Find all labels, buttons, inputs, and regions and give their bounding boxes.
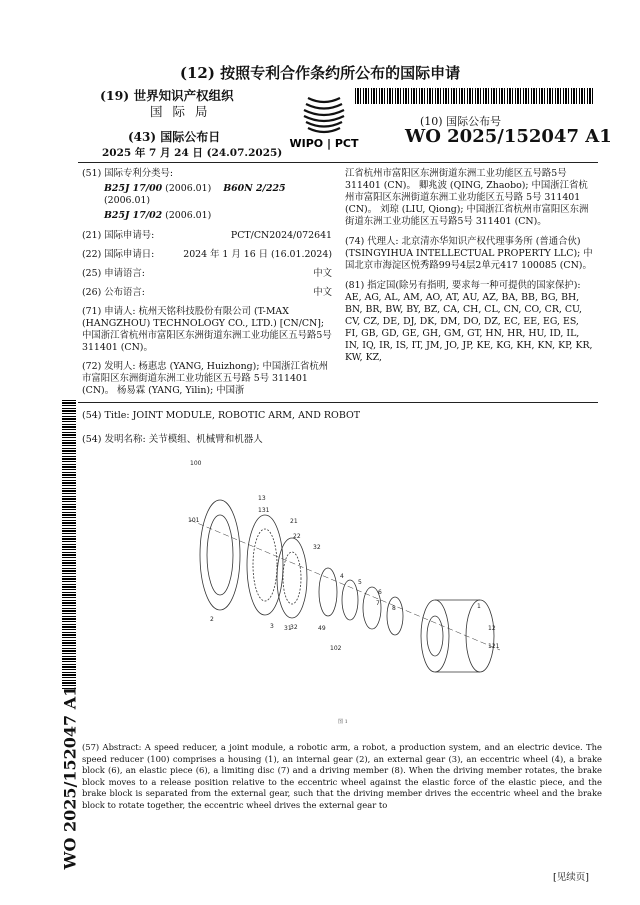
- title-en: (54) Title: JOINT MODULE, ROBOTIC ARM, AND ROBOT: [82, 410, 361, 421]
- f74-agent: (74) 代理人: 北京清亦华知识产权代理事务所 (普通合伙) (TSINGYIHUA INTELLECTUAL PROPERTY LLC); 中国北京市海淀区悦秀路99号4层2单元417 100085 (CN)。: [345, 236, 593, 271]
- figure-ref-label: 8: [392, 605, 396, 612]
- ring-part: [207, 515, 233, 595]
- patent-figure: [180, 460, 520, 675]
- figure-ref-label: 4: [340, 573, 344, 580]
- figure-ref-label: 2: [210, 616, 214, 623]
- inventor-continued: 江省杭州市富阳区东洲街道东洲工业功能区五号路5号 311401 (CN)。 卿兆波 (QING, Zhaobo); 中国浙江省杭州市富阳区东洲街道东洲工业功能区五号路 5号 311401 (CN)。 刘琼 (LIU, Qiong); 中国浙江省杭州市富阳区东洲街道东洲工业功能区五号路5号 311401 (CN)。: [345, 168, 589, 227]
- figure-ref-label: 32: [290, 624, 298, 631]
- figure-ref-label: 31: [284, 625, 292, 632]
- wipo-logo: [284, 92, 364, 152]
- housing-part: [435, 600, 480, 672]
- figure-ref-label: 6: [378, 589, 382, 596]
- figure-ref-label: 22: [293, 533, 301, 540]
- ipc-year: (2006.01): [104, 195, 151, 206]
- f51-label: (51) 国际专利分类号:: [82, 168, 174, 179]
- disc-part: [319, 568, 337, 616]
- continued-marker: [见续页]: [553, 872, 589, 883]
- barcode-top: [355, 88, 595, 104]
- f25-value: 中文: [313, 268, 332, 279]
- sidebar: [58, 400, 80, 870]
- figure-ref-label: 100: [190, 460, 202, 467]
- sidebar-pubno: WO 2025/152047 A1: [60, 685, 80, 870]
- figure-ref-label: 12: [488, 625, 496, 632]
- barcode-side: [62, 400, 76, 690]
- housing-part: [421, 600, 449, 672]
- document-title: (12) 按照专利合作条约所公布的国际申请: [179, 64, 461, 82]
- figure-ref-label: 7: [376, 600, 380, 607]
- ipc-year: (2006.01): [165, 210, 212, 221]
- ipc-code: B25J 17/00: [104, 183, 163, 194]
- ring-part: [200, 500, 240, 610]
- f72-inventor: (72) 发明人: 杨惠忠 (YANG, Huizhong); 中国浙江省杭州市富阳区东洲街道东洲工业功能区五号路 5号 311401 (CN)。 杨易霖 (YANG, Yilin); 中国浙: [82, 361, 329, 396]
- disc-part: [387, 597, 403, 635]
- figure-ref-label: 121: [488, 643, 500, 650]
- gear-part: [253, 529, 277, 601]
- ipc-code: B25J 17/02: [104, 210, 163, 221]
- left-column: [82, 168, 332, 400]
- figure-ref-label: 21: [290, 518, 298, 525]
- f21-label: (21) 国际申请号:: [82, 230, 155, 241]
- ipc-code: B60N 2/225: [223, 183, 286, 194]
- ipc-year: (2006.01): [165, 183, 212, 194]
- abstract: (57) Abstract: A speed reducer, a joint module, a robotic arm, a robot, a production system, and an electric device. The speed reducer (100) comprises a housing (1), an internal gear (2), an external gear (3), an eccentric wheel (4), a brake block (6), an elastic piece (6), a limiting disc (7) and a driving member (8). When the driving member rotates, the brake block moves to a release position relative to the eccentric wheel against the elastic force of the elastic piece, and the brake block is separated from the external gear, such that the driving member drives the eccentric wheel and the brake block to rotate together, the eccentric wheel drives the external gear to: [82, 742, 602, 810]
- f22-row: [82, 249, 332, 261]
- gear-part: [277, 538, 307, 618]
- gear-part: [283, 552, 301, 604]
- f25-row: [82, 268, 332, 280]
- housing-part: [466, 600, 494, 672]
- divider: [78, 402, 598, 403]
- f21-row: [82, 230, 332, 242]
- right-column: [345, 168, 595, 367]
- figure-caption: 图 1: [338, 719, 348, 725]
- f26-label: (26) 公布语言:: [82, 287, 145, 298]
- divider: [78, 162, 598, 163]
- pubdate-value: 2025 年 7 月 24 日 (24.07.2025): [102, 147, 283, 159]
- f71-applicant: (71) 申请人: 杭州天铭科技股份有限公司 (T-MAX (HANGZHOU) TECHNOLOGY CO., LTD.) [CN/CN]; 中国浙江省杭州市富阳区东洲街道东洲工业功能区五号路5号 311401 (CN)。: [82, 306, 332, 353]
- disc-part: [342, 580, 358, 620]
- figure-ref-label: 131: [258, 507, 270, 514]
- f21-value: PCT/CN2024/072641: [230, 230, 332, 241]
- f81-states: (81) 指定国(除另有指明, 要求每一种可提供的国家保护): AE, AG, AL, AM, AO, AT, AU, AZ, BA, BB, BG, BH, BN, BR, BW, BY, BZ, CA, CH, CL, CN, CO, CR, CU, CV, CZ, DE, DJ, DK, DM, DO, DZ, EC, EE, EG, ES, FI, GB, GD, GE, GH, GM, GT, HN, HR, HU, ID, IL, IN, IQ, IR, IS, IT, JM, JO, JP, KE, KG, KH, KN, KP, KR, KW, KZ,: [345, 280, 593, 363]
- pubno-value: WO 2025/152047 A1: [405, 126, 612, 147]
- figure-ref-label: 49: [318, 625, 326, 632]
- wipo-logo-text: WIPO | PCT: [289, 137, 359, 150]
- figure-ref-label: 13: [258, 495, 266, 502]
- figure-ref-label: 3: [270, 623, 274, 630]
- figure-ref-label: 101: [188, 517, 200, 524]
- housing-part: [427, 616, 443, 656]
- title-zh: (54) 发明名称: 关节模组、机械臂和机器人: [82, 434, 263, 445]
- f25-label: (25) 申请语言:: [82, 268, 145, 279]
- figure-ref-label: 32: [313, 544, 321, 551]
- pubno-label: (10) 国际公布号: [420, 115, 502, 128]
- f26-value: 中文: [313, 287, 332, 298]
- ipc-line: [82, 210, 332, 222]
- figure-ref-label: 5: [358, 579, 362, 586]
- f26-row: [82, 287, 332, 299]
- figure-ref-label: 1: [477, 603, 481, 610]
- org-name: (19) 世界知识产权组织: [100, 88, 234, 103]
- ipc-line: [82, 183, 332, 207]
- f22-label: (22) 国际申请日:: [82, 249, 155, 260]
- org-bureau: 国 际 局: [150, 104, 211, 119]
- pubdate-label: (43) 国际公布日: [128, 130, 221, 144]
- figure-ref-label: 102: [330, 645, 342, 652]
- f22-value: 2024 年 1 月 16 日 (16.01.2024): [183, 249, 332, 260]
